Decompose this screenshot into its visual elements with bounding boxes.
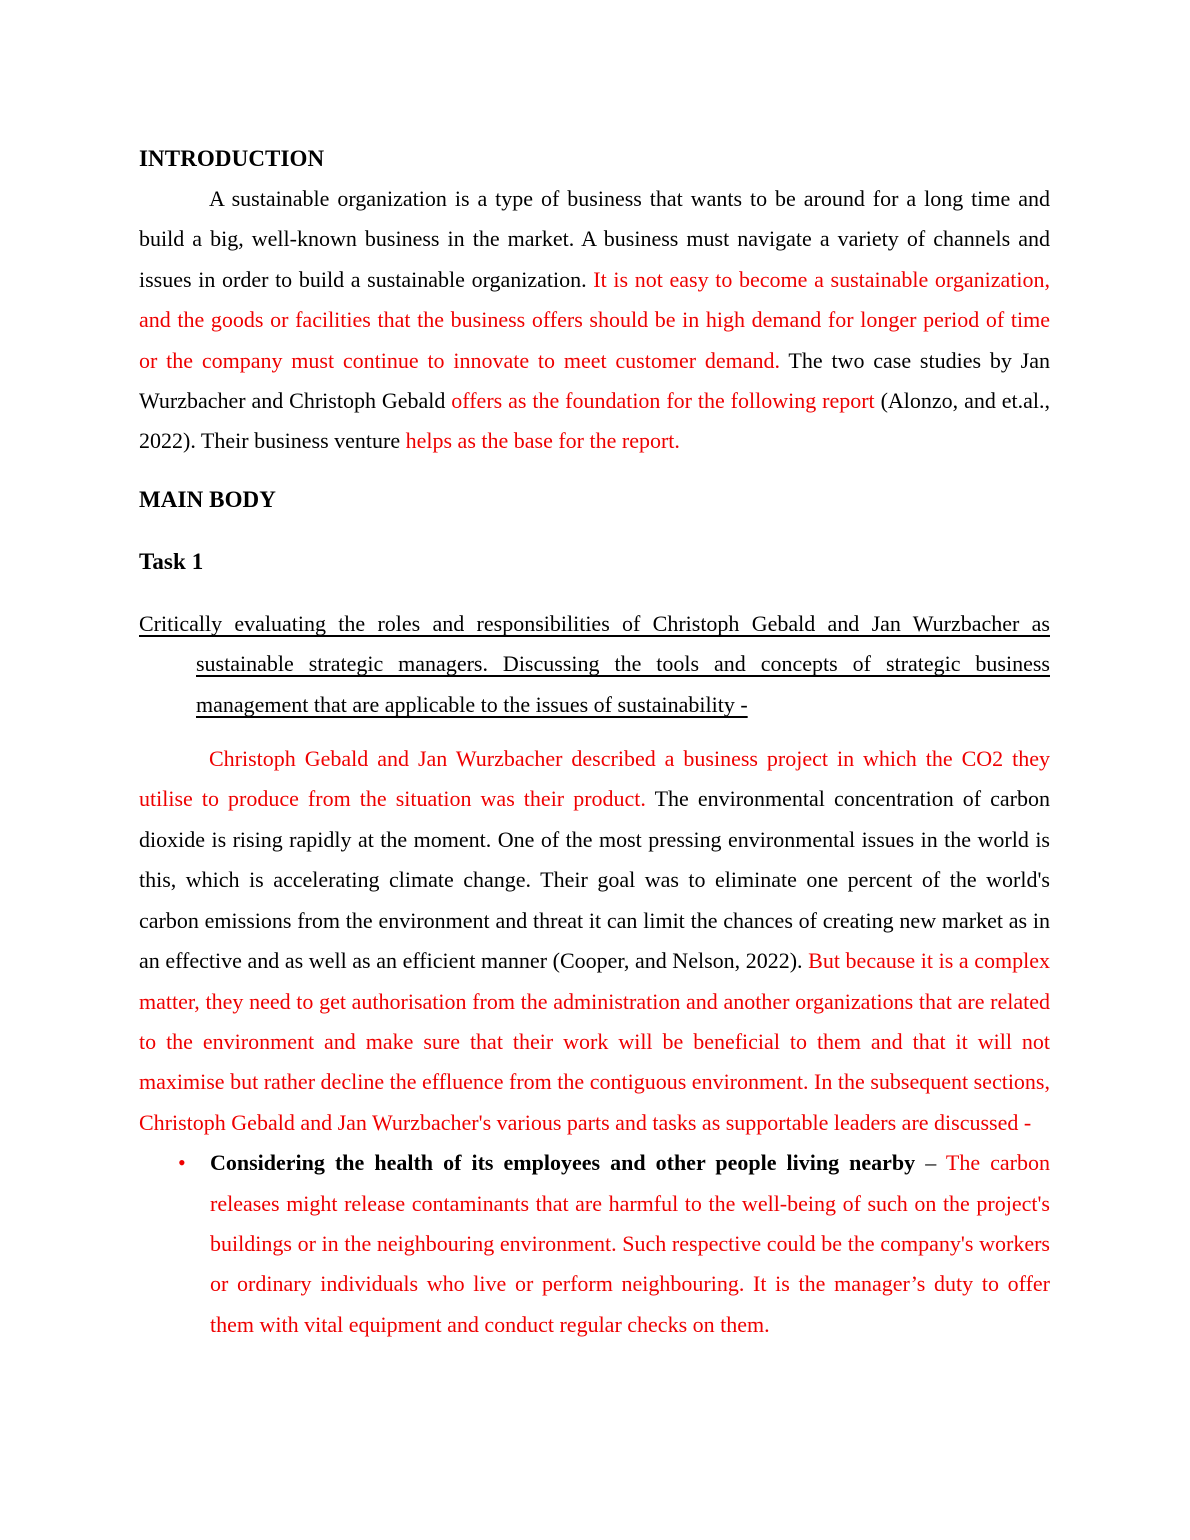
intro-text-red-1: It is not easy to become a sustainable organization, and the goods or facilities that the business offers should be in high demand for longer period of time or the company must continue to innovate to meet customer demand.: [139, 266, 1050, 373]
task-1-text-red-1: Christoph Gebald and Jan Wurzbacher described a business project in which the CO2 they utilise to produce from the situation was their product.: [139, 746, 1050, 812]
task-1-underlined-heading: [139, 604, 1050, 725]
task-1-paragraph: [139, 739, 1050, 1143]
task-1-underline-tail: [748, 685, 820, 725]
heading-main-body: MAIN BODY: [139, 486, 276, 512]
spacer-after-intro: [139, 462, 1050, 480]
list-item-dash: –: [915, 1150, 946, 1176]
bullet-point-icon: •: [178, 1150, 186, 1176]
intro-paragraph: [139, 179, 1050, 462]
intro-text-red-2: offers as the foundation for the following report: [451, 388, 875, 414]
heading-task-1: Task 1: [139, 548, 204, 574]
responsibilities-bullet-list: [139, 1143, 1050, 1345]
spacer-after-main-body: [139, 520, 1050, 542]
intro-text-red-3: helps as the base for the report.: [405, 428, 680, 454]
list-item-red-text: The carbon releases might release contaminants that are harmful to the well-being of such on the project's buildings or in the neighbouring environment. Such respective could be the company's workers or ordinary individuals who live or perform neighbouring. It is the manager’s duty to offer them with vital equipment and conduct regular checks on them.: [210, 1150, 1050, 1337]
task-1-text-black-1: The environmental concentration of carbon dioxide is rising rapidly at the moment. One of the most pressing environmental issues in the world is this, which is accelerating climate change. Their goal was to eliminate one percent of the world's carbon emissions from the environment and threat it can limit the chances of creating new market as in an effective and as well as an efficient manner (Cooper, and Nelson, 2022).: [139, 786, 1050, 974]
intro-text-black-1: A sustainable organization is a type of business that wants to be around for a long time and build a big, well-known business in the market. A business must navigate a variety of channels and issues in order to build a sustainable organization.: [139, 186, 1050, 292]
intro-text-black-3: (Alonzo, and et.al., 2022). Their business venture: [139, 388, 1050, 454]
task-1-text-red-2: But because it is a complex matter, they need to get authorisation from the administration and another organizations that are related to the environment and make sure that their work will be beneficial to them and that it will not maximise but rather decline the effluence from the contiguous environment. In the subsequent sections, Christoph Gebald and Jan Wurzbacher's various parts and tasks as supportable leaders are discussed -: [139, 948, 1050, 1135]
spacer-after-task-1: [139, 582, 1050, 604]
intro-text-black-2: The two case studies by Jan Wurzbacher and Christoph Gebald: [139, 347, 1050, 414]
list-item: [139, 1143, 1050, 1345]
spacer-after-underlined-heading: [139, 725, 1050, 739]
task-1-underlined-heading-text: Critically evaluating the roles and responsibilities of Christoph Gebald and Jan Wurzbacher as sustainable strategic managers. Discussing the tools and concepts of strategic business management that are applicable to the issues of sustainability -: [139, 610, 1050, 717]
document-body: [139, 139, 1050, 1345]
page-title-introduction: INTRODUCTION: [139, 146, 325, 171]
list-item-lead-bold: Considering the health of its employees and other people living nearby: [210, 1150, 916, 1176]
